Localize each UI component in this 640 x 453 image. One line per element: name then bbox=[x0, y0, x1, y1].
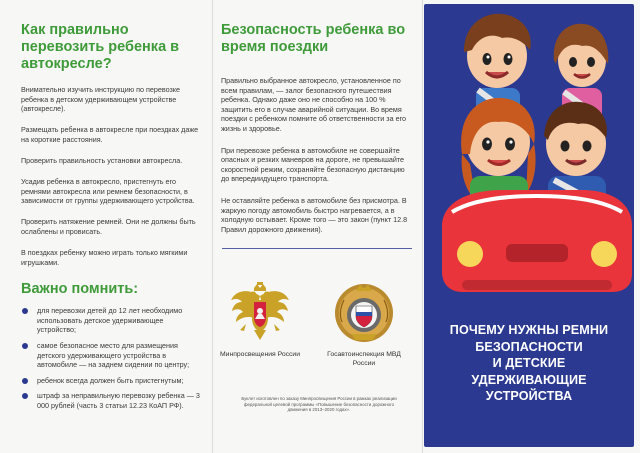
cover-title-line: ПОЧЕМУ НУЖНЫ РЕМНИ bbox=[449, 323, 609, 337]
emblem-caption: Минпросвещения России bbox=[220, 351, 300, 358]
panel-left bbox=[0, 0, 212, 453]
list-item: ребенок всегда должен быть пристегнутым; bbox=[21, 376, 200, 386]
paragraph: Правильно выбранное автокресло, установленное по всем правилам, — залог безопасного путешествия ребенка. Однако даже оно не способно на 100 % защитить его в случае аварийной ситуации. Во время поездки с ребенком помните об ответственности за его жизнь и здоровье. bbox=[221, 76, 407, 133]
paragraph: При перевозке ребенка в автомобиле не совершайте опасных и резких маневров на дороге, не превышайте скоростной режим, сохраняйте безопасную дистанцию до впередиидущего транспорта. bbox=[221, 145, 405, 184]
list-item: самое безопасное место для размещения детского удерживающего устройства в автомобиле — на заднем сидении по центру; bbox=[21, 341, 200, 370]
emblems bbox=[212, 282, 422, 382]
gibdd-badge-icon bbox=[332, 282, 396, 344]
divider bbox=[222, 248, 412, 249]
bullet-icon bbox=[22, 343, 28, 349]
footnote: Буклет изготовлен по заказу Минпросвещения России в рамках реализации федеральной целевой программы «Повышение безопасности дорожного движения в 2013–2020 годах». bbox=[241, 396, 397, 413]
panel-middle bbox=[212, 0, 422, 453]
heading-child-safety: Безопасность ребенка во время поездки bbox=[221, 22, 406, 55]
cover-title-line: УДЕРЖИВАЮЩИЕ bbox=[471, 372, 587, 387]
paragraph: Не оставляйте ребенка в автомобиле без присмотра. В жаркую погоду автомобиль быстро нагревается, а в холодную остывает. Кроме того — это закон (пункт 12.8 Правил дорожного движения). bbox=[221, 195, 408, 234]
paragraph: Проверить правильность установки автокресла. bbox=[21, 155, 183, 165]
cover-title-line: И ДЕТСКИЕ bbox=[492, 356, 566, 370]
paragraph: Внимательно изучить инструкцию по перевозке ребенка в детском удерживающем устройстве (автокресле). bbox=[21, 85, 181, 114]
bullet-icon bbox=[22, 378, 28, 384]
cover-title bbox=[424, 322, 634, 405]
paragraph: Проверить натяжение ремней. Они не должны быть ослаблены и провисать. bbox=[21, 217, 196, 236]
paragraph: В поездках ребенку можно играть только мягкими игрушками. bbox=[21, 248, 188, 267]
cover-title-line: БЕЗОПАСНОСТИ bbox=[475, 339, 583, 354]
fold-line-2 bbox=[422, 0, 423, 453]
family-in-car-illustration bbox=[442, 4, 632, 304]
list-item: для перевозки детей до 12 лет необходимо использовать детское удерживающее устройство; bbox=[21, 306, 200, 335]
emblem-caption: Госавтоинспекция МВД России bbox=[327, 351, 401, 367]
bullet-icon bbox=[22, 393, 28, 399]
heading-remember: Важно помнить: bbox=[21, 281, 139, 298]
double-eagle-icon bbox=[228, 282, 292, 344]
emblem-minprosvescheniya bbox=[220, 282, 300, 360]
bullet-icon bbox=[22, 308, 28, 314]
panel-cover bbox=[424, 4, 634, 447]
heading-how-to-transport: Как правильно перевозить ребенка в автокресле? bbox=[21, 22, 180, 72]
list-item: штраф за неправильную перевозку ребенка — 3 000 рублей (часть 3 статьи 12.23 КоАП РФ). bbox=[21, 391, 200, 410]
paragraph: Усадив ребенка в автокресло, пристегнуть его ремнями автокресла или ремнем безопасности, в зависимости от группы удерживающего устройства. bbox=[21, 177, 195, 206]
cover-title-line: УСТРОЙСТВА bbox=[485, 389, 573, 403]
emblem-gosavtoinspekciya bbox=[324, 282, 404, 368]
remember-list bbox=[21, 306, 200, 410]
paragraph: Размещать ребенка в автокресле при поездках даже на короткие расстояния. bbox=[21, 125, 199, 144]
